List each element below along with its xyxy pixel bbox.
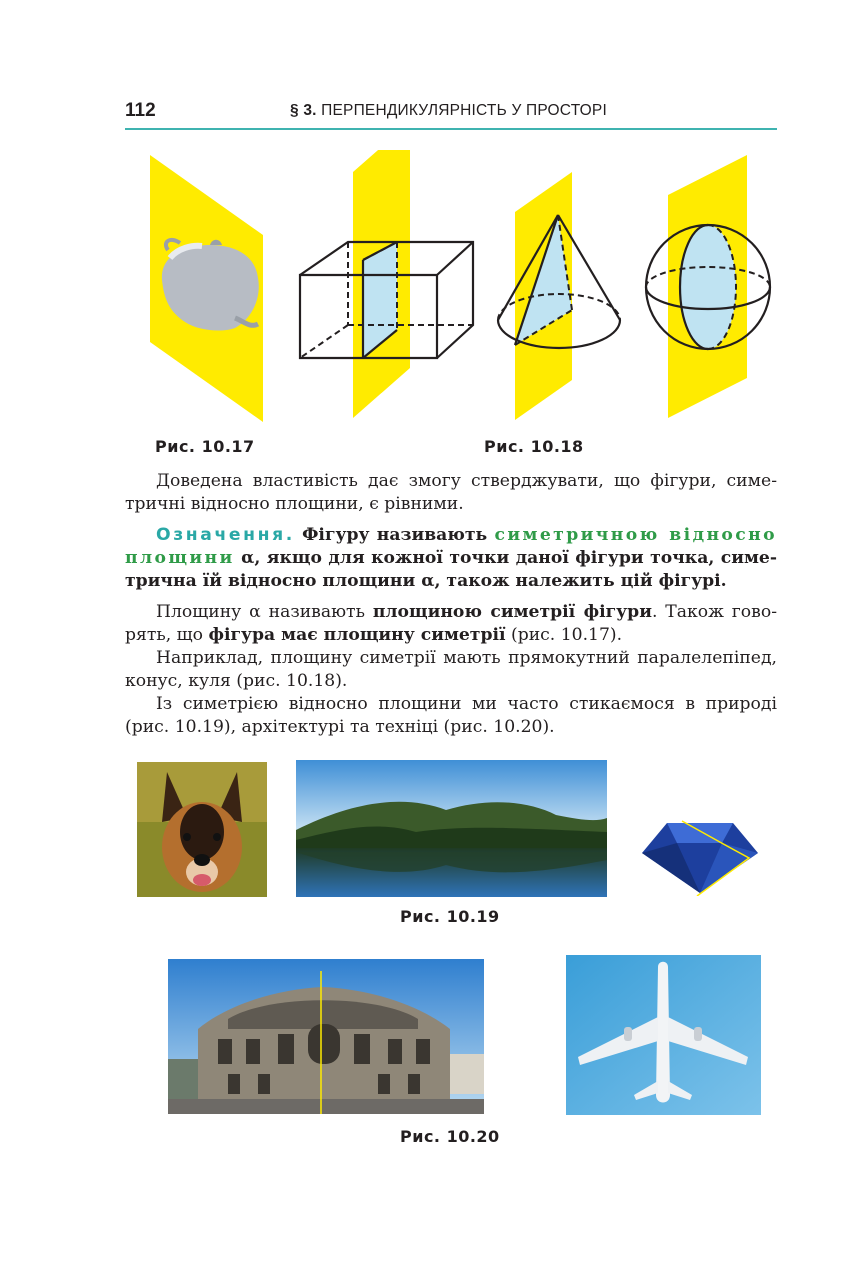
paragraph-example: Наприклад, площину симетрії мають прямокутний паралелепіпед, конус, куля (рис. 10.18). (125, 648, 777, 691)
caption-fig-10-18: Рис. 10.18 (484, 437, 584, 456)
paragraph-property: Доведена властивість дає змогу стверджувати, що фігури, симетричні відносно площини, є рівними. (125, 471, 777, 514)
sphere-figure (646, 155, 770, 418)
caption-fig-10-19: Рис. 10.19 (400, 907, 500, 926)
gem-photo (637, 818, 763, 896)
definition-label: Означення. (156, 525, 295, 545)
section-mark: § 3. (290, 102, 317, 119)
teapot-figure (150, 155, 263, 422)
body-text (125, 470, 777, 739)
header-rule (125, 128, 777, 130)
section-title: ПЕРПЕНДИКУЛЯРНІСТЬ У ПРОСТОРІ (321, 102, 607, 119)
page-number: 112 (125, 100, 156, 121)
geometry-figures (140, 150, 780, 425)
caption-fig-10-20: Рис. 10.20 (400, 1127, 500, 1146)
definition-paragraph: Означення. Фігуру називають симетричною відносно площини α, якщо для кожної точки даної фігури точка, симетрична їй відносно площини α, також належить цій фігурі. (125, 525, 777, 591)
paragraph-nature: Із симетрією відносно площини ми часто стикаємося в природі (рис. 10.19), архітектурі та техніці (рис. 10.20). (125, 694, 777, 737)
dog-photo (137, 762, 267, 897)
airplane-photo (566, 955, 761, 1115)
box-figure (300, 150, 473, 418)
cone-figure (498, 172, 620, 420)
caption-fig-10-17: Рис. 10.17 (155, 437, 255, 456)
opera-house-photo (168, 959, 484, 1114)
paragraph-plane-of-symmetry: Площину α називають площиною симетрії фігури. Також говорять, що фігура має площину симетрії (рис. 10.17). (125, 602, 777, 645)
defined-term: симетричною відносно площини (125, 525, 777, 568)
running-header (290, 102, 607, 120)
mountain-lake-photo (296, 760, 607, 897)
